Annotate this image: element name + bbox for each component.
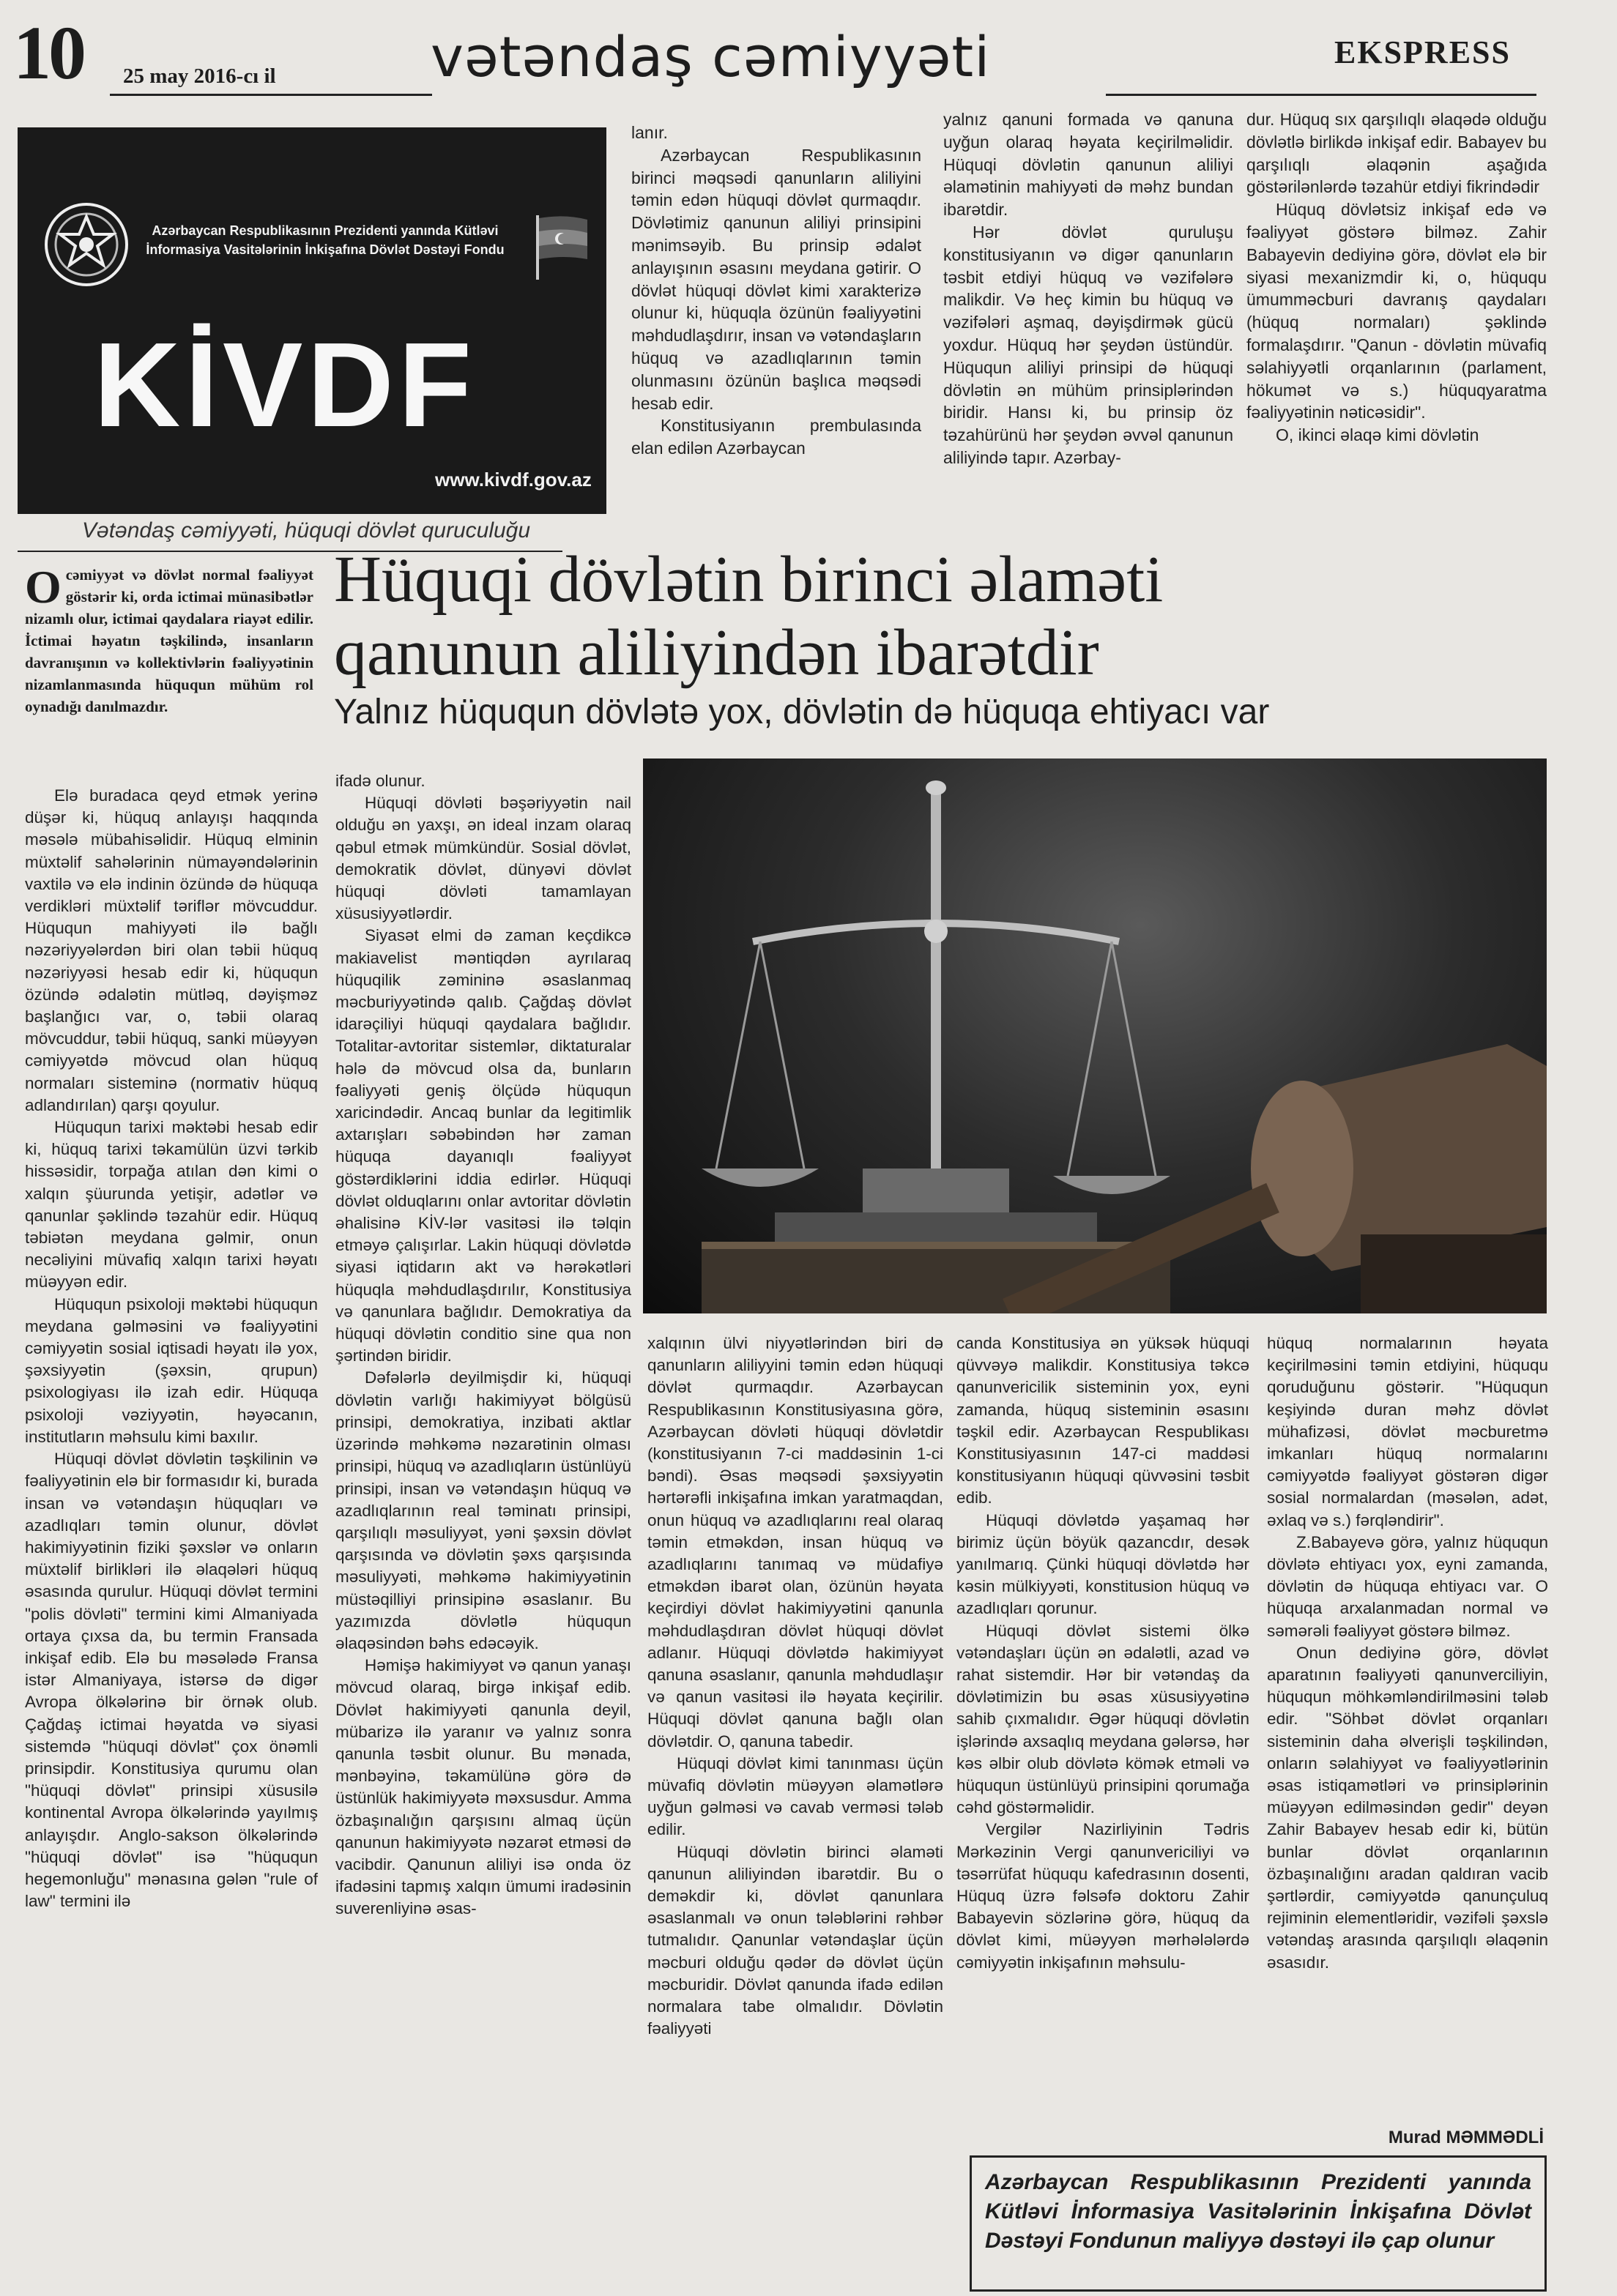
column-1 (25, 785, 318, 1912)
paragraph: Hüquqi dövlət sistemi ölkə vətəndaşları üçün ən ədalətli, azad və rahat sistemdir. Hər bir vətəndaş da dövlətimizin bu əsas xüsusiyyətinə sahib çıxmalıdır. Əgər hüquqi dövlətin işlərində axsaqlıq meydana gələrsə, hər kəs əlbir olub dövlətə kömək etməli və hüququn üstünlüyü prinsipini qorumağa cəhd göstərməlidir. (956, 1621, 1249, 1817)
paragraph: Hüquqi dövlətdə yaşamaq hər birimiz üçün böyük qazancdır, desək yanılmarıq. Çünki hüquqi dövlətdə hər kəsin mülkiyyəti, konstitusion hüquq və azadlıqları qorunur. (956, 1510, 1249, 1618)
column-2 (335, 770, 631, 1920)
footer-note: Azərbaycan Respublikasının Prezidenti yanında Kütləvi İnformasiya Vasitələrinin İnkişafına Dövlət Dəstəyi Fondunun maliyyə dəstəyi ilə çap olunur (985, 2170, 1531, 2253)
paragraph: Hüquqi dövlət kimi tanınması üçün müvafiq dövlətin müəyyən əlamətlərə uyğun gəlməsi və cavab verməsi tələb edilir. (647, 1753, 943, 1839)
column-3 (647, 1332, 943, 2040)
paragraph: Onun dediyinə görə, dövlət aparatının fəaliyyəti qanunverciliyin, hüququn möhkəmləndirilməsini tələb edir. "Söhbət dövlət orqanları sisteminin daha əlverişli təşkilindən, onların səlahiyyət və fəaliyyətlərinin əsas istiqamətləri və prinsiplərinin müəyyən edilməsindən gedir" deyən Zahir Babayev hesab edir ki, bütün bunlar dövlət orqanlarının özbaşınalığını aradan qaldıran vacib şərtlərdir, cəmiyyətdə qanunçuluq rejiminin elementləridir, vəzifəli şəxslə vətəndaş arasında qarşılıqlı əlaqənin əsasıdır. (1267, 1643, 1548, 1972)
paragraph: yalnız qanuni formada və qanuna uyğun olaraq həyata keçirilməlidir. Hüquqi dövlətin qanunun aliliyi əlamətinin mahiyyəti də məhz bundan ibarətdir. (943, 110, 1233, 220)
column-3-top (943, 108, 1233, 469)
fund-emblem-icon (42, 201, 130, 288)
rubric: Vətəndaş cəmiyyəti, hüquqi dövlət quruculuğu (82, 518, 531, 543)
paragraph: Konstitusiyanın prembulasında elan edilən Azərbaycan (631, 416, 921, 458)
paragraph: Elə buradaca qeyd etmək yerinə düşər ki, hüquq anlayışı haqqında məsələ mübahisəlidir. Hüquq elminin müxtəlif sahələrinin nümayəndələrinin vaxtilə və elə indinin özündə də hüquqa verdikləri müxtəlif təriflər mövcuddur. Hüququn mahiyyəti ilə bağlı nəzəriyyələrdən biri olan təbii hüquq nəzəriyyəsi hesab edir ki, hüququn özündə ədalətin mütləq, dəyişməz başlanğıcı var, o, təbii olaraq mövcuddur, təbii hüquq, sanki müəyyən cəmiyyətdə mövcud olan hüquq normaları sisteminə (normativ hüquq adlandırılan) qarşı qoyulur. (25, 786, 318, 1114)
paragraph: canda Konstitusiya ən yüksək hüquqi qüvvəyə malikdir. Konstitusiya təkcə qanunvericilik sisteminin yox, eyni zamanda, hüquq sisteminin əsasını təşkil edir. Azərbaycan Respublikası Konstitusiyasının 147-ci maddəsi konstitusiyanın hüquqi qüvvəsini təsbit edib. (956, 1334, 1249, 1507)
paragraph: hüquq normalarının həyata keçirilməsini təmin etdiyini, hüququ qoruduğunu göstərir. "Hüququn keşiyində duran məhz dövlət mühafizəsi, dövlət məcburetmə imkanları hüquq normalarını cəmiyyətdə fəaliyyət göstərən digər sosial normalardan (məsələn, adət, əxlaq və s.) fərqləndirir". (1267, 1334, 1548, 1529)
page-number: 10 (13, 11, 83, 95)
paragraph: Hər dövlət quruluşu konstitusiyanın və digər qanunların təsbit etdiyi hüquq və vəzifələrə malikdir. Və heç kimin bu hüquq və vəzifələri aşmaq, dəyişdirmək gücü yoxdur. Hüquq hər şeydən üstündür. Hüququn aliliyi prinsipi də hüquqi dövlətin ən mühüm prinsiplərindən biridir. Hansı ki, bu prinsip öz təzahürünü hər şeydən əvvəl qanunun aliliyində tapır. Azərbay- (943, 222, 1233, 467)
paragraph: dur. Hüquq sıx qarşılıqlı əlaqədə olduğu dövlətlə birlikdə inkişaf edir. Babayev bu qarşılıqlı əlaqənin aşağıda göstərilənlərdə təzahür etdiyi fikrindədir (1246, 110, 1547, 197)
paragraph: Hüquqi dövlətin birinci əlaməti qanunun aliliyindən ibarətdir. Bu o deməkdir ki, dövlət qanunlara əsaslanmalı və onun tələblərini rəhbər tutmalıdır. Qanunlar vətəndaşlar üçün məcburi olduğu qədər də dövlət üçün məcburidir. Dövlət qanunda ifadə edilən normalara tabe olmalıdır. Dövlətin fəaliyyəti (647, 1842, 943, 2038)
drop-cap: O (25, 561, 62, 613)
column-4-top (1246, 108, 1547, 447)
scales-illustration (643, 758, 1547, 1313)
paragraph: Hüququn tarixi məktəbi hesab edir ki, hüquq tarixi təkamülün üzvi tərkib hissəsidir, torpağa atılan dən kimi o xalqın şüurunda yetişir, adətlər və qanunlar şəklində təzahür edir. Hüquq təbiətən meydana gəlmir, onun necəliyini müvafiq xalqın tarixi həyatı müəyyən edir. (25, 1118, 318, 1292)
paragraph: Həmişə hakimiyyət və qanun yanaşı mövcud olaraq, birgə inkişaf edib. Dövlət hakimiyyəti qanunla deyil, mübarizə ilə yaranır və yalnız sonra qanunla təsbit olunur. Bu mənada, mənbəyinə, təkamülünə görə də üstünlük hakimiyyətə məxsusdur. Amma özbaşınalığın qarşısını almaq üçün qanunun hakimiyyətə nəzarət etməsi də vacibdir. Qanunun aliliyi isə onda öz ifadəsini tapmış xalqın ümumi iradəsinin suverenliyinə əsas- (335, 1656, 631, 1918)
paragraph: Vergilər Nazirliyinin Tədris Mərkəzinin Vergi qanunvericiliyi və təsərrüfat hüququ kafedrasının dosenti, Hüquq üzrə fəlsəfə doktoru Zahir Babayevin sözlərinə görə, hüquq da dövlət kimi, müəyyən mərhələlərdə cəmiyyətin inkişafının məhsulu- (956, 1820, 1249, 1972)
paragraph: Dəfələrlə deyilmişdir ki, hüquqi dövlətin varlığı hakimiyyət bölgüsü prinsipi, demokratiya, inzibati aktlar üzərində məhkəmə nəzarətinin olması prinsipi, hüquq və azadlıqların üstünlüyü prinsipi, insan və vətəndaşın hüquq və azadlıqlarının real təminatı prinsipi, qarşılıqlı məsuliyyət, yəni şəxsin dövlət qarşısında və dövlətin şəxs qarşısında məsuliyyəti, məhkəmə hakimiyyətinin müstəqilliyi prinsipinə əsaslanır. Bu yazımızda dövlətlə hüququn əlaqəsindən bəhs edəcəyik. (335, 1368, 631, 1652)
paragraph: ifadə olunur. (335, 772, 425, 790)
column-2-top (631, 122, 921, 460)
paragraph: Hüquq dövlətsiz inkişaf edə və fəaliyyət göstərə bilməz. Zahir Babayevin dediyinə görə, dövlət elə bir siyasi mexanizmdir ki, o, hüququ ümummәcburi davranış qaydaları (hüquq normaları) şəklində formalaşdırır. "Qanun - dövlətin müvafiq səlahiyyətli orqanlarının (parlament, hökumət və s.) hüquqyaratma fəaliyyətinin nəticəsidir". (1246, 200, 1547, 422)
kivdf-logo-block (18, 127, 606, 514)
kivdf-acronym: KİVDF (94, 318, 476, 452)
paragraph: xalqının ülvi niyyətlərindən biri də qanunların aliliyyini təmin edən hüquqi dövlət qurmaqdır. Azərbaycan Respublikasının Konstitusiyasına görə, Azərbaycan dövləti hüquqi dövlətdir (konstitusiyanın 7-ci maddəsinin 1-ci bəndi). Əsas məqsədi şəxsiyyətin hərtərəfli inkişafına imkan yaratmaqdan, onun hüquq və azadlıqlarını real olaraq təmin etməkdən, insan hüquq və azadlıqlarını tanımaq və müdafiyə etməkdən ibarət olan, özünün həyata keçirdiyi dövlət hakimiyyətini qanunla məhdudlaşdıran dövlət hüquqi dövlət adlanır. Hüquqi dövlətdə hakimiyyət qanuna əsaslanır, qanunla məhdudlaşır və qanun vasitəsi ilə həyata keçirilir. Hüquqi dövlət qanuna bağlı olan dövlətdir. O, qanuna tabedir. (647, 1334, 943, 1751)
paragraph: Hüquqi dövləti bəşəriyyətin nail olduğu ən yaxşı, ən ideal inzam olaraq qəbul etmək mümkündür. Sosial dövlət, demokratik dövlət, dünyəvi dövlət hüquqi dövləti tamamlayan xüsusiyyətlərdir. (335, 794, 631, 923)
paragraph: Z.Babayevə görə, yalnız hüququn dövlətə ehtiyacı yox, eyni zamanda, dövlətin də hüquqa ehtiyacı var. O hüquqa arxalanmadan normal və səmərəli fəaliyyət göstərə bilməz. (1267, 1532, 1548, 1640)
lead-paragraph (25, 561, 313, 718)
newspaper-name: EKSPRESS (1334, 34, 1511, 70)
author-signature: Murad MƏMMƏDLİ (1388, 2128, 1544, 2147)
column-5 (1267, 1332, 1548, 1974)
paragraph: O, ikinci əlaqə kimi dövlətin (1276, 425, 1479, 445)
azerbaijan-flag-icon (535, 214, 590, 280)
section-title: vətəndaş cəmiyyəti (431, 24, 991, 89)
paragraph: lanır. (631, 123, 668, 142)
paragraph: Hüququn psixoloji məktəbi hüququn meydana gəlməsini və fəaliyyətini cəmiyyətin sosial iqtisadi həyatı ilə yox, şəxsiyyətin (şəxsin, qrupun) psixologiyası ilə izah edir. Hüquqa psixoloji vəziyyətin, həyəcanın, institutların məhsulu kimi baxılır. (25, 1294, 318, 1446)
headline-line-1: Hüquqi dövlətin birinci əlaməti (334, 543, 1164, 616)
paragraph: Azərbaycan Respublikasının birinci məqsədi qanunların aliliyini təmin edən hüquqi dövlət qurmaqdır. Dövlətimiz qanunun aliliyi prinsipini mənimsəyib. Bu prinsip ədalət anlayışının əsasını meydana gətirir. O dövlət hüquqi dövlət kimi xarakterizə olunur ki, hüquqla özünün fəaliyyətini məhdudlaşdırır, insan və vətəndaşların hüquq və azadlıqlarının təmin olunmasını özünün başlıca məqsədi hesab edir. (631, 145, 921, 413)
subheadline: Yalnız hüququn dövlətə yox, dövlətin də hüquqa ehtiyacı var (334, 693, 1270, 731)
paragraph: Hüquqi dövlət dövlətin təşkilinin və fəaliyyətinin elə bir formasıdır ki, burada insan və vətəndaşın hüquqları və azadlıqları təmin olunur, dövlət hakimiyyətinin fiziki şəxslər və onların müxtəlif birlikləri ilə əlaqələri hüquq əsasında qurulur. Hüquqi dövlət termini "polis dövləti" termini kimi Almaniyada ortaya çıxsa da, bu termin Fransada inkişaf edib. Elə bu məsələdə Fransa istər Almaniyaya, istərsə də digər Avropa ölkələrinə bir örnək olub. Çağdaş ictimai həyatda və siyasi sistemdə "hüquqi dövlət" çox önəmli prinsipdir. Konstitusiya qurumu olan "hüquqi dövlət" prinsipi xüsusilə kontinental Avropa ölkələrində yayılmış anlayışdır. Anglo-sakson ölkələrində "hüquqi dövlət" isə "hüququn hegemonluğu" mənasına gələn "rule of law" termini ilə (25, 1450, 318, 1911)
fund-name: Azərbaycan Respublikasının Prezidenti yanında Kütləvi İnformasiya Vasitələrinin İnkişafına Dövlət Dəstəyi Fondu (146, 223, 505, 257)
scales-and-gavel-photo (643, 758, 1547, 1313)
column-4 (956, 1332, 1249, 1974)
footer-note-box (970, 2155, 1547, 2292)
kivdf-url: www.kivdf.gov.az (435, 469, 592, 491)
paragraph: Siyasət elmi də zaman keçdikcə makiavelist məntiqdən ayrılaraq hüquqilik zəmininə əsaslanmaq məcburiyyətində qalıb. Çağdaş dövlət idarəçiliyi hüquqi qaydalara bağlıdır. Totalitar-avtoritar sistemlər, diktaturalar hələ də mövcud olsa da, bunların fəaliyyəti geniş ölçüdə hüququn xaricindədir. Ancaq bunlar da legitimlik axtarışları səbəbindən hər zaman hüquqa dayanıqlı fəaliyyət göstərdiklərini iddia edirlər. Hüquqi dövlət olduqlarını onlar avtoritar dövlətin əhalisinə KİV-lər vasitəsi ilə təlqin etməyə çalışırlar. Lakin hüquqi dövlətdə siyasi iqtidarın akt və hərəkətləri hüquqla məhdudlaşdırılır, Konstitusiya və qanunlara bağlıdır. Demokratiya da hüquqi dövlətin conditio sine qua non şərtindən biridir. (335, 926, 631, 1365)
issue-date: 25 may 2016-cı il (123, 64, 276, 88)
headline-line-2: qanunun aliliyindən ibarətdir (334, 616, 1099, 689)
lead-text: cəmiyyət və dövlət normal fəaliyyət göstərir ki, orda ictimai münasibətlər nizamlı olur, ictimai qaydalara riayət edilir. İctimai həyatın təşkilində, insanların davranışının və kollektivlərin fəaliyyətinin nizamlanmasında hüququn mühüm rol oynadığı danılmazdır. (25, 566, 313, 715)
